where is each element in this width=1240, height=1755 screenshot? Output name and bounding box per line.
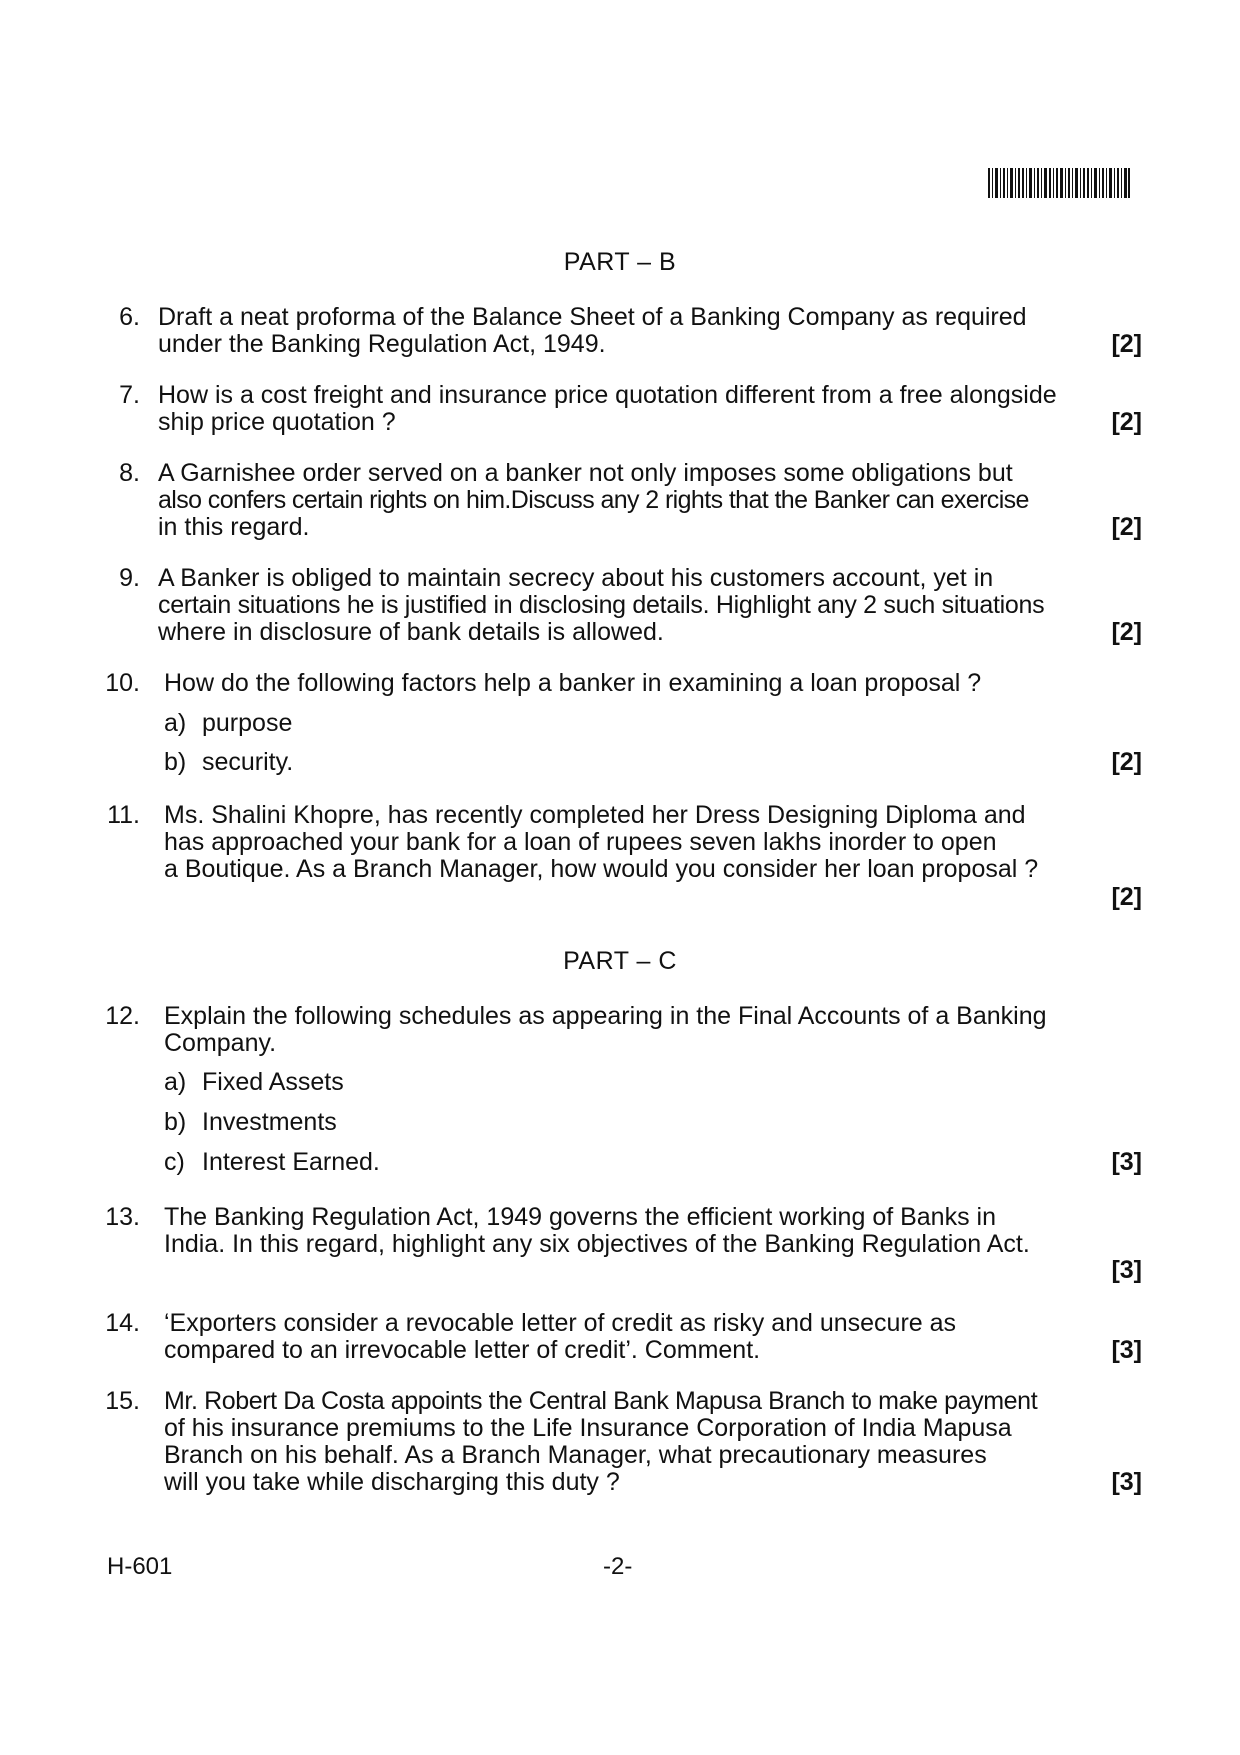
question-number: 7. xyxy=(119,381,140,409)
question-number: 15. xyxy=(105,1387,140,1415)
marks-label: [2] xyxy=(1111,513,1142,541)
sub-item-label: b) xyxy=(164,748,187,776)
part-b-heading: PART – B xyxy=(563,248,677,276)
question-number: 6. xyxy=(119,303,140,331)
sub-item-label: c) xyxy=(164,1148,185,1176)
marks-label: [2] xyxy=(1111,408,1142,436)
sub-item-label: a) xyxy=(164,709,187,737)
sub-item-label: a) xyxy=(164,1068,187,1096)
sub-item-text: purpose xyxy=(202,709,293,737)
marks-label: [2] xyxy=(1111,748,1142,776)
marks-label: [2] xyxy=(1111,618,1142,646)
question-text-line: A Banker is obliged to maintain secrecy about his customers account, yet in xyxy=(158,564,994,592)
question-text-line: Company. xyxy=(164,1029,277,1057)
question-text-line: under the Banking Regulation Act, 1949. xyxy=(158,330,606,358)
page-number: -2- xyxy=(603,1553,633,1580)
marks-label: [2] xyxy=(1111,883,1142,911)
barcode-icon xyxy=(988,168,1130,198)
question-text-line: compared to an irrevocable letter of credit’. Comment. xyxy=(164,1336,761,1364)
marks-label: [3] xyxy=(1111,1148,1142,1176)
question-text-line: in this regard. xyxy=(158,513,310,541)
sub-item xyxy=(164,710,292,737)
question-text-line: where in disclosure of bank details is allowed. xyxy=(158,618,664,646)
sub-item xyxy=(164,1149,380,1176)
question-text-line: How is a cost freight and insurance price quotation different from a free alongside xyxy=(158,381,1057,409)
question-text-line: Branch on his behalf. As a Branch Manager, what precautionary measures xyxy=(164,1441,987,1469)
question-text-line: also confers certain rights on him.Discuss any 2 rights that the Banker can exercise xyxy=(158,486,1029,514)
question-text-line: has approached your bank for a loan of rupees seven lakhs inorder to open xyxy=(164,828,997,856)
sub-item-text: security. xyxy=(202,748,294,776)
question-text-line: How do the following factors help a banker in examining a loan proposal ? xyxy=(164,669,982,697)
marks-label: [3] xyxy=(1111,1256,1142,1284)
question-text-line: The Banking Regulation Act, 1949 governs the efficient working of Banks in xyxy=(164,1203,996,1231)
sub-item-text: Investments xyxy=(202,1108,337,1136)
sub-item-text: Interest Earned. xyxy=(202,1148,380,1176)
question-text-line: Ms. Shalini Khopre, has recently completed her Dress Designing Diploma and xyxy=(164,801,1026,829)
question-text-line: a Boutique. As a Branch Manager, how would you consider her loan proposal ? xyxy=(164,855,1039,883)
question-text-line: ship price quotation ? xyxy=(158,408,396,436)
question-text-line: India. In this regard, highlight any six objectives of the Banking Regulation Act. xyxy=(164,1230,1030,1258)
question-text-line: will you take while discharging this duty ? xyxy=(164,1468,620,1496)
paper-code: H-601 xyxy=(107,1553,173,1580)
question-text-line: A Garnishee order served on a banker not only imposes some obligations but xyxy=(158,459,1013,487)
question-number: 8. xyxy=(119,459,140,487)
sub-item xyxy=(164,1109,337,1136)
question-number: 11. xyxy=(107,801,140,829)
question-text-line: of his insurance premiums to the Life Insurance Corporation of India Mapusa xyxy=(164,1414,1012,1442)
question-number: 10. xyxy=(105,669,140,697)
sub-item-label: b) xyxy=(164,1108,187,1136)
question-number: 9. xyxy=(119,564,140,592)
question-number: 13. xyxy=(105,1203,140,1231)
marks-label: [2] xyxy=(1111,330,1142,358)
sub-item-text: Fixed Assets xyxy=(202,1068,344,1096)
part-c-heading: PART – C xyxy=(563,947,677,975)
sub-item xyxy=(164,749,293,776)
question-text-line: Explain the following schedules as appearing in the Final Accounts of a Banking xyxy=(164,1002,1047,1030)
question-number: 12. xyxy=(105,1002,140,1030)
marks-label: [3] xyxy=(1111,1336,1142,1364)
question-number: 14. xyxy=(105,1309,140,1337)
question-text-line: Draft a neat proforma of the Balance Sheet of a Banking Company as required xyxy=(158,303,1027,331)
sub-item xyxy=(164,1069,344,1096)
question-text-line: ‘Exporters consider a revocable letter of credit as risky and unsecure as xyxy=(164,1309,957,1337)
marks-label: [3] xyxy=(1111,1468,1142,1496)
question-text-line: certain situations he is justified in disclosing details. Highlight any 2 such situations xyxy=(158,591,1045,619)
question-text-line: Mr. Robert Da Costa appoints the Central Bank Mapusa Branch to make payment xyxy=(164,1387,1038,1415)
